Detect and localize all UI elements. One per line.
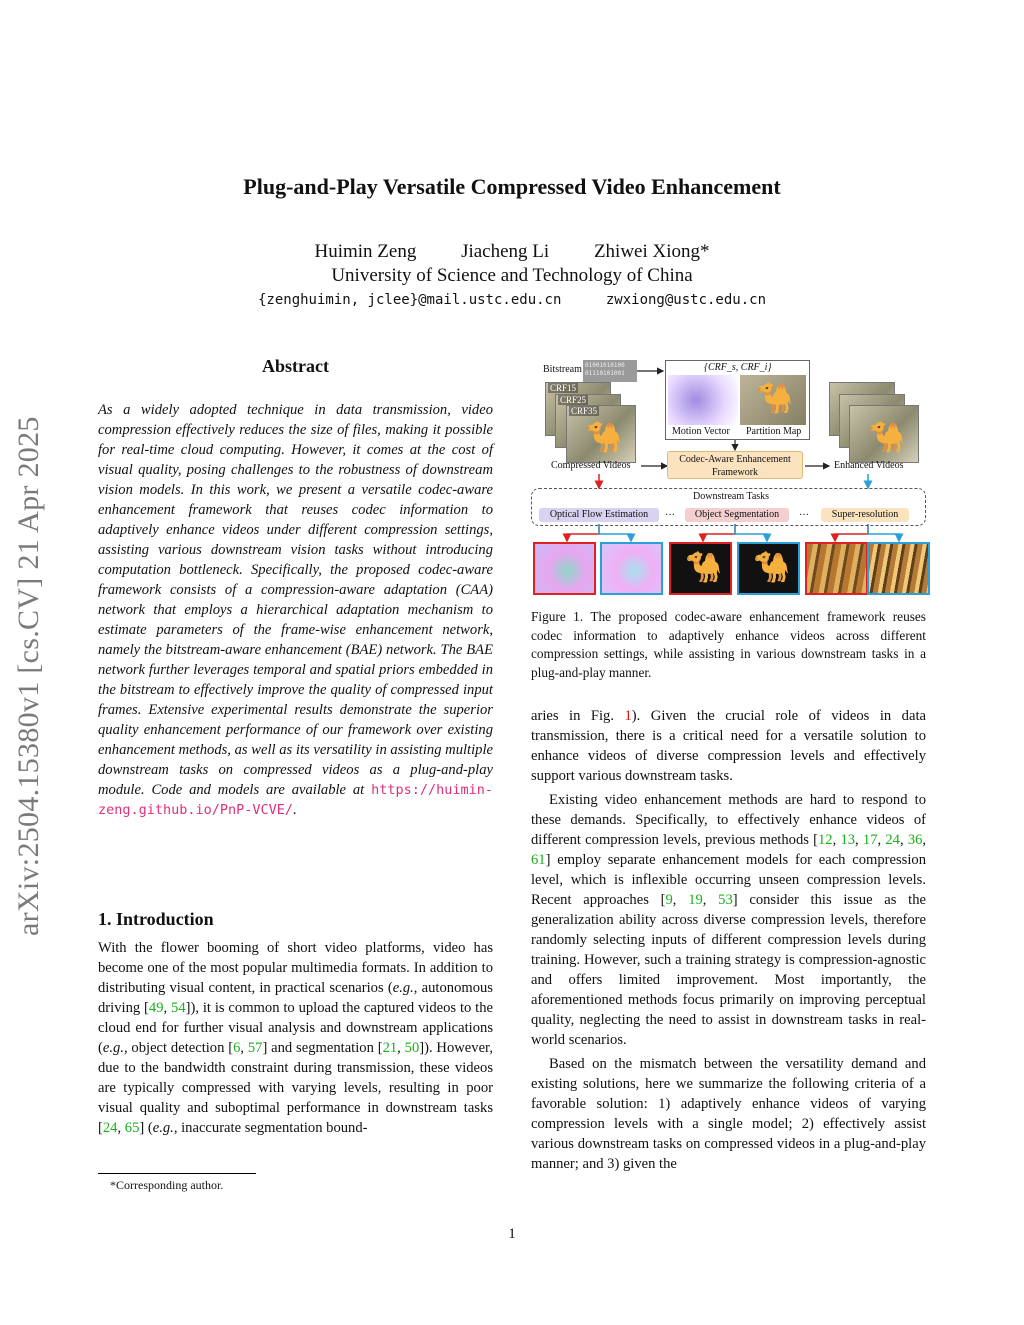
right-column-text bbox=[531, 706, 926, 1178]
camel-icon: 🐪 bbox=[585, 421, 623, 454]
project-link[interactable]: https://huimin-zeng.github.io/PnP-VCVE/ bbox=[98, 782, 493, 818]
text-run: With the flower booming of short video platforms, video has become one of the most popular multimedia formats. In addition to distributing visual content, in practical scenarios ( bbox=[98, 940, 493, 996]
camel-icon: 🐪 bbox=[756, 382, 794, 415]
text-run: ). Given the crucial role of videos in data transmission, there is a critical need for a versatile solution to enhance videos of diverse compression levels and effectively support various downstream tasks. bbox=[531, 708, 926, 784]
figure-link[interactable]: 1 bbox=[624, 708, 632, 724]
text-run: e.g. bbox=[102, 1040, 124, 1056]
figure-caption: Figure 1. The proposed codec-aware enhancement framework reuses codec information to adaptively enhance videos across different compression settings, while assisting in various downstream tasks in a plug-and-play manner. bbox=[531, 609, 926, 680]
text-run: , bbox=[240, 1040, 248, 1056]
text-run: , bbox=[672, 892, 689, 908]
citation-link[interactable]: 21 bbox=[382, 1040, 398, 1056]
enhanced-frame bbox=[849, 405, 919, 463]
motion-vector-map bbox=[668, 375, 738, 425]
citation-link[interactable]: 6 bbox=[233, 1040, 241, 1056]
ellipsis: ··· bbox=[665, 510, 675, 521]
text-run: ] consider this issue as the generalization ability across diverse compression levels, therefore randomly selecting inputs of different compression levels during training. However, such a training strategy is compression-agnostic and offers limited improvement. Most importantly, the aforementioned methods focus primarily on improving perceptual quality, neglecting the need to assist in downstream tasks in real-world scenarios. bbox=[531, 892, 927, 1048]
citation-link[interactable]: 65 bbox=[124, 1120, 140, 1136]
paper-title: Plug-and-Play Versatile Compressed Video Enhancement bbox=[243, 174, 781, 199]
email: zwxiong@ustc.edu.cn bbox=[605, 292, 767, 308]
text-run: , autonomous driving [ bbox=[98, 980, 493, 1016]
result-flow-enhanced bbox=[600, 542, 663, 595]
footnote: *Corresponding author. bbox=[110, 1178, 224, 1192]
text-run: , bbox=[877, 832, 886, 848]
citation-link[interactable]: 9 bbox=[665, 892, 673, 908]
text-run: , bbox=[922, 832, 927, 848]
citation-link[interactable]: 57 bbox=[247, 1040, 263, 1056]
result-seg-compressed bbox=[669, 542, 732, 595]
citation-link[interactable]: 19 bbox=[688, 892, 703, 908]
crf-label: CRF15 bbox=[550, 383, 577, 393]
section-heading: 1. Introduction bbox=[98, 909, 214, 929]
text-run: , inaccurate segmentation bound- bbox=[173, 1120, 368, 1136]
text-run: ]). However, due to the bandwidth constraint during transmission, these videos are typically compressed with varying levels, resulting in poor visual quality and suboptimal performance in downstream tasks [ bbox=[98, 1040, 493, 1136]
camel-icon: 🐪 bbox=[868, 421, 906, 454]
citation-link[interactable]: 49 bbox=[148, 1000, 164, 1016]
paragraph: Based on the mismatch between the versatility demand and existing solutions, here we summarize the following criteria of a favorable solution: 1) adaptively enhance videos of varying compression levels with a single model; 2) effectively assist various downstream tasks on compressed videos in a plug-and-play manner; and 3) given the bbox=[531, 1056, 926, 1172]
affiliation: University of Science and Technology of China bbox=[331, 265, 693, 286]
citation-link[interactable]: 12 bbox=[818, 832, 833, 848]
camel-icon: 🐪 bbox=[753, 551, 791, 584]
bitstream-bits: 01001010100 01110101001 bbox=[583, 360, 637, 382]
abstract-heading: Abstract bbox=[262, 356, 329, 376]
text-run: , bbox=[117, 1120, 125, 1136]
result-sr-enhanced bbox=[867, 542, 930, 595]
ellipsis: ··· bbox=[799, 510, 809, 521]
framework-box: Codec-Aware Enhancement Framework bbox=[667, 451, 803, 479]
text-run: e.g. bbox=[392, 980, 414, 996]
citation-link[interactable]: 36 bbox=[907, 832, 923, 848]
author-name: Huimin Zeng bbox=[314, 241, 417, 262]
author-list bbox=[0, 241, 1024, 263]
abstract-body bbox=[98, 400, 493, 820]
text-run: , bbox=[397, 1040, 405, 1056]
result-seg-enhanced bbox=[737, 542, 800, 595]
abstract-end: . bbox=[293, 802, 297, 818]
citation-link[interactable]: 61 bbox=[531, 852, 546, 868]
text-run: , bbox=[702, 892, 719, 908]
bitstream-label: Bitstream bbox=[543, 364, 582, 375]
text-run: ] employ separate enhancement models for each compression level, which is inflexible occurring unseen compression levels. Recent approaches [ bbox=[531, 852, 926, 908]
text-run: e.g. bbox=[152, 1120, 174, 1136]
figure-1 bbox=[531, 358, 927, 598]
crf-label: CRF35 bbox=[571, 406, 598, 416]
author-name: Zhiwei Xiong* bbox=[593, 241, 710, 262]
text-run: aries in Fig. bbox=[531, 708, 625, 724]
intro-paragraph bbox=[98, 938, 493, 1138]
partition-map bbox=[740, 375, 806, 425]
email: {zenghuimin, jclee}@mail.ustc.edu.cn bbox=[257, 292, 562, 308]
codec-info-box bbox=[665, 360, 810, 440]
crf-label: CRF25 bbox=[560, 395, 587, 405]
citation-link[interactable]: 17 bbox=[862, 832, 878, 848]
arxiv-identifier: arXiv:2504.15380v1 [cs.CV] 21 Apr 2025 bbox=[12, 416, 45, 936]
text-run: , bbox=[163, 1000, 172, 1016]
footnote-rule bbox=[98, 1173, 256, 1174]
text-run: ] and segmentation [ bbox=[262, 1040, 383, 1056]
task-optical-flow: Optical Flow Estimation bbox=[539, 508, 659, 522]
compressed-frame bbox=[566, 405, 636, 463]
citation-link[interactable]: 24 bbox=[102, 1120, 118, 1136]
text-run: ]), it is common to upload the captured videos to the cloud end for further visual analysis and downstream applications ( bbox=[98, 1000, 494, 1056]
author-emails bbox=[0, 292, 1024, 308]
task-super-resolution: Super-resolution bbox=[821, 508, 909, 522]
partition-map-label: Partition Map bbox=[746, 426, 802, 437]
text-run: , object detection [ bbox=[123, 1040, 234, 1056]
citation-link[interactable]: 50 bbox=[404, 1040, 420, 1056]
result-sr-compressed bbox=[805, 542, 868, 595]
page-number: 1 bbox=[508, 1226, 516, 1242]
compressed-videos-label: Compressed Videos bbox=[551, 460, 631, 471]
motion-vector-label: Motion Vector bbox=[672, 426, 730, 437]
abstract-text: As a widely adopted technique in data transmission, video compression effectively reduces the size of files, making it possible for real-time cloud computing. However, it comes at the cost of visual quality, posing challenges to the robustness of downstream vision models. In this work, we present a versatile codec-aware enhancement framework that reuses codec information to adaptively enhance videos under different compression settings, assisting various downstream vision tasks without introducing computation bottleneck. Specifically, the proposed codec-aware framework consists of a compression-aware adaptation (CAA) network that employs a hierarchical adaptation mechanism to estimate parameters of the frame-wise enhancement network, namely the bitstream-aware enhancement (BAE) network. The BAE network further leverages temporal and spatial priors embedded in the bitstream to effectively improve the quality of compressed input frames. Extensive experimental results demonstrate the superior quality enhancement performance of our framework over existing enhancement methods, as well as its versatility in assisting multiple downstream tasks on compressed videos as a plug-and-play module. Code and models are available at bbox=[98, 402, 493, 798]
text-run: , bbox=[899, 832, 908, 848]
citation-link[interactable]: 54 bbox=[171, 1000, 186, 1016]
text-run: ] ( bbox=[139, 1120, 153, 1136]
enhanced-videos-label: Enhanced Videos bbox=[834, 460, 904, 471]
crf-formula: {CRF_s, CRF_i} bbox=[704, 362, 772, 373]
text-run: , bbox=[855, 832, 863, 848]
citation-link[interactable]: 53 bbox=[718, 892, 733, 908]
citation-link[interactable]: 13 bbox=[840, 832, 856, 848]
text-run: Existing video enhancement methods are hard to respond to these demands. Specifically, to effectively enhance videos of different compression levels, previous methods [ bbox=[531, 792, 926, 848]
task-object-segmentation: Object Segmentation bbox=[685, 508, 789, 522]
downstream-tasks-label: Downstream Tasks bbox=[693, 491, 770, 502]
text-run: , bbox=[832, 832, 841, 848]
camel-icon: 🐪 bbox=[685, 551, 723, 584]
author-name: Jiacheng Li bbox=[461, 241, 550, 262]
paragraph bbox=[531, 790, 926, 1050]
result-flow-compressed bbox=[533, 542, 596, 595]
paragraph bbox=[531, 706, 926, 786]
citation-link[interactable]: 24 bbox=[885, 832, 900, 848]
